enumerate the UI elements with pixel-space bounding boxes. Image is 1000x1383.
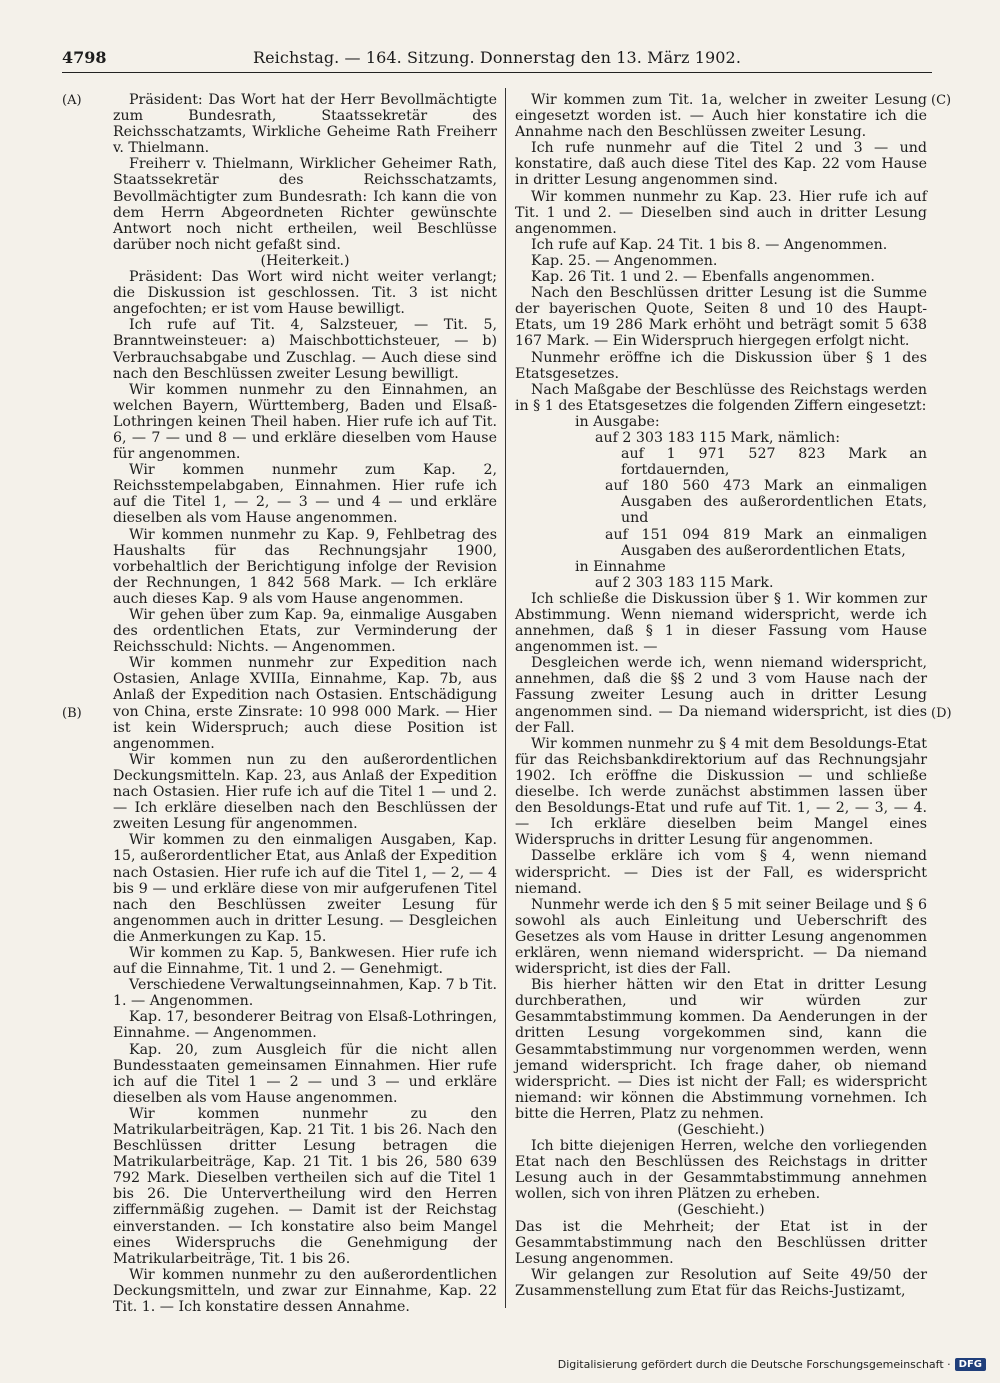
interjection: (Geschieht.) [677,1122,765,1138]
paragraph: Wir kommen nunmehr zur Expedition nach Ostasien, Anlage XVIIIa, Einnahme, Kap. 7b, aus Anlaß der Expedition nach Ostasien. Entschädigung von China, erste Zinsrate: 10 998 000 Mark. — Hier ist kein Widerspruch; auch diese Position ist angenommen. [113,655,497,752]
paragraph: Ich bitte diejenigen Herren, welche den vorliegenden Etat nach den Beschlüssen des Reichstags in dritter Lesung auch in der Gesammtabstimmung annehmen wollen, sich von ihren Plätzen zu erheben. [515,1138,927,1203]
paragraph: Dasselbe erkläre ich vom § 4, wenn niemand widerspricht. — Dies ist der Fall, es widerspricht niemand. [515,848,927,897]
margin-mark-a: (A) [62,93,82,108]
budget-item: auf 180 560 473 Mark an einmaligen Ausgaben des außerordentlichen Etats, und [605,478,927,527]
paragraph: Präsident: Das Wort wird nicht weiter verlangt; die Diskussion ist geschlossen. Tit. 3 ist nicht angefochten; er ist vom Hause bewilligt. [113,269,497,318]
paragraph: Nunmehr eröffne ich die Diskussion über § 1 des Etatsgesetzes. [515,349,927,382]
paragraph: Das ist die Mehrheit; der Etat ist in der Gesammtabstimmung nach den Beschlüssen dritter Lesung angenommen. [515,1218,927,1267]
paragraph: Wir kommen nunmehr zu den außerordentlichen Deckungsmitteln, und zwar zur Einnahme, Kap. 22 Tit. 1. — Ich konstatire dessen Annahme. [113,1266,497,1316]
budget-item: auf 1 971 527 823 Mark an fortdauernden, [621,446,927,479]
paragraph: Wir kommen nun zu den außerordentlichen Deckungsmitteln. Kap. 23, aus Anlaß der Expedition nach Ostasien. Hier rufe ich auf die Titel 1 — und 2. — Ich erkläre dieselben nach den Beschlüssen der zweiten Lesung für angenommen. [113,751,497,833]
paragraph: Wir kommen nunmehr zu § 4 mit dem Besoldungs-Etat für das Reichsbankdirektorium auf das Rechnungsjahr 1902. Ich eröffne die Diskussion — und schließe dieselbe. Ich werde zunächst abstimmen lassen über den Besoldungs-Etat und rufe auf Tit. 1, — 2, — 3, — 4. — Ich erkläre dieselben beim Mangel eines Widerspruchs in dritter Lesung für angenommen. [515,735,927,849]
paragraph: Desgleichen werde ich, wenn niemand widerspricht, annehmen, daß die §§ 2 und 3 vom Hause nach der Fassung zweiter Lesung auch in dritter Lesung angenommen sind. — Da niemand widerspricht, ist dies der Fall. [515,655,927,736]
right-column [515,92,927,1299]
margin-mark-d: (D) [931,706,952,721]
paragraph: Kap. 17, besonderer Beitrag von Elsaß-Lothringen, Einnahme. — Angenommen. [113,1009,498,1042]
interjection: (Heiterkeit.) [260,252,350,269]
interjection: (Geschieht.) [677,1202,765,1219]
dfg-logo: DFG [955,1358,986,1371]
paragraph: Freiherr v. Thielmann, Wirklicher Geheimer Rath, Staatssekretär des Reichsschatzamts, Bevollmächtigter zum Bundesrath: Ich kann die von dem Herrn Abgeordneten Richter gewünschte Antwort noch nicht ertheilen, weil Beschlüsse darüber noch nicht gefaßt sind. [113,156,497,253]
paragraph: Wir gelangen zur Resolution auf Seite 49/50 der Zusammenstellung zum Etat für das Reichs-Justizamt, [515,1266,927,1299]
paragraph: Wir kommen nunmehr zu Kap. 23. Hier rufe ich auf Tit. 1 und 2. — Dieselben sind auch in dritter Lesung angenommen. [515,188,927,237]
paragraph: Wir kommen zu den einmaligen Ausgaben, Kap. 15, außerordentlicher Etat, aus Anlaß der Expedition nach Ostasien. Hier rufe ich auf die Titel 1, — 2, — 4 bis 9 — und erkläre diese von mir aufgerufenen Titel nach den Beschlüssen zweiter Lesung für angenommen auch in dritter Lesung. — Desgleichen die Anmerkungen zu Kap. 15. [113,832,497,945]
running-head: Reichstag. — 164. Sitzung. Donnerstag den 13. März 1902. [252,48,742,67]
paragraph: Wir kommen nunmehr zu den Matrikularbeiträgen, Kap. 21 Tit. 1 bis 26. Nach den Beschlüssen dritter Lesung betragen die Matrikularbeiträge, Kap. 21 Tit. 1 bis 26, 580 639 792 Mark. Dieselben vertheilen sich auf die Titel 1 bis 26. Die Untervertheilung wird den Herren ziffernmäßig zugehen. — Damit ist der Reichstag einverstanden. — Ich konstatire also beim Mangel eines Widerspruchs die Genehmigung der Matrikularbeiträge, Tit. 1 bis 26. [113,1105,497,1267]
left-column [113,92,497,1315]
funding-note: Digitalisierung gefördert durch die Deutsche Forschungsgemeinschaft · [557,1358,951,1371]
budget-total: auf 2 303 183 115 Mark, nämlich: [595,429,841,446]
paragraph: Ich rufe auf Kap. 24 Tit. 1 bis 8. — Angenommen. [531,236,888,253]
paragraph: Wir kommen nunmehr zu Kap. 9, Fehlbetrag des Haushalts für das Rechnungsjahr 1900, vorbehaltlich der Berichtigung infolge der Revision der Rechnungen, 1 842 568 Mark. — Ich erkläre auch dieses Kap. 9 als vom Hause angenommen. [113,526,497,607]
paragraph: Kap. 25. — Angenommen. [531,252,718,269]
paragraph: Bis hierher hätten wir den Etat in dritter Lesung durchberathen, und wir würden zur Gesammtabstimmung kommen. Da Aenderungen in der dritten Lesung vorgekommen sind, kann die Gesammtabstimmung nur vorgenommen werden, wenn jemand widerspricht. Ich frage daher, ob niemand widerspricht. — Dies ist nicht der Fall; es widerspricht niemand: wir können die Abstimmung vornehmen. Ich bitte die Herren, Platz zu nehmen. [515,977,927,1122]
paragraph: Ich schließe die Diskussion über § 1. Wir kommen zur Abstimmung. Wenn niemand widerspricht, werde ich annehmen, daß § 1 in dieser Fassung vom Hause angenommen ist. — [515,590,927,656]
paragraph: Wir kommen nunmehr zu den Einnahmen, an welchen Bayern, Württemberg, Baden und Elsaß-Lothringen keinen Theil haben. Hier rufe ich auf Tit. 6, — 7 — und 8 — und erkläre dieselben vom Hause für angenommen. [113,381,497,463]
page-number: 4798 [62,48,107,67]
budget-label: in Ausgabe: [575,413,660,430]
paragraph: Präsident: Das Wort hat der Herr Bevollmächtigte zum Bundesrath, Staatssekretär des Reichsschatzamts, Wirkliche Geheime Rath Freiherr v. Thielmann. [113,92,497,157]
paragraph: Nunmehr werde ich den § 5 mit seiner Beilage und § 6 sowohl als auch Einleitung und Ueberschrift des Gesetzes als vom Hause in dritter Lesung angenommen erklären, wenn niemand widerspricht. — Da niemand widerspricht, ist dies der Fall. [515,896,927,978]
margin-mark-b: (B) [62,706,82,721]
paragraph: Wir kommen nunmehr zum Kap. 2, Reichsstempelabgaben, Einnahmen. Hier rufe ich auf die Titel 1, — 2, — 3 — und 4 — und erkläre dieselben als vom Hause angenommen. [113,462,497,527]
paragraph: Ich rufe auf Tit. 4, Salzsteuer, — Tit. 5, Branntweinsteuer: a) Maischbottichsteuer, — b) Verbrauchsabgabe und Zuschlag. — Auch diese sind nach den Beschlüssen zweiter Lesung bewilligt. [113,317,497,382]
paragraph: Wir gehen über zum Kap. 9a, einmalige Ausgaben des ordentlichen Etats, zur Verminderung der Reichsschuld: Nichts. — Angenommen. [113,607,497,656]
funding-footer [558,1358,986,1371]
budget-item: auf 151 094 819 Mark an einmaligen Ausgaben des außerordentlichen Etats, [605,526,927,559]
paragraph: Wir kommen zu Kap. 5, Bankwesen. Hier rufe ich auf die Einnahme, Tit. 1 und 2. — Genehmigt. [113,944,497,978]
paragraph: Nach Maßgabe der Beschlüsse des Reichstags werden in § 1 des Etatsgesetzes die folgenden Ziffern eingesetzt: [515,381,927,414]
paragraph: Kap. 20, zum Ausgleich für die nicht allen Bundesstaaten gemeinsamen Einnahmen. Hier rufe ich auf die Titel 1 — 2 — und 3 — und erkläre dieselben als vom Hause angenommen. [113,1041,497,1106]
page-header [62,48,932,70]
paragraph: Nach den Beschlüssen dritter Lesung ist die Summe der bayerischen Quote, Seiten 8 und 10 des Haupt-Etats, um 19 286 Mark erhöht und beträgt somit 5 638 167 Mark. — Ein Widerspruch hiergegen erfolgt nicht. [515,285,927,350]
column-divider [505,88,506,1308]
paragraph: Verschiedene Verwaltungseinnahmen, Kap. 7 b Tit. 1. — Angenommen. [113,977,497,1010]
header-rule [62,72,932,73]
paragraph: Wir kommen zum Tit. 1a, welcher in zweiter Lesung eingesetzt worden ist. — Auch hier konstatire ich die Annahme nach den Beschlüssen zweiter Lesung. [515,92,927,141]
budget-total: auf 2 303 183 115 Mark. [595,574,774,591]
margin-mark-c: (C) [931,93,952,108]
paragraph: Ich rufe nunmehr auf die Titel 2 und 3 — und konstatire, daß auch diese Titel des Kap. 22 vom Hause in dritter Lesung angenommen sind. [515,140,927,189]
budget-label: in Einnahme [575,558,666,575]
paragraph: Kap. 26 Tit. 1 und 2. — Ebenfalls angenommen. [531,269,875,286]
